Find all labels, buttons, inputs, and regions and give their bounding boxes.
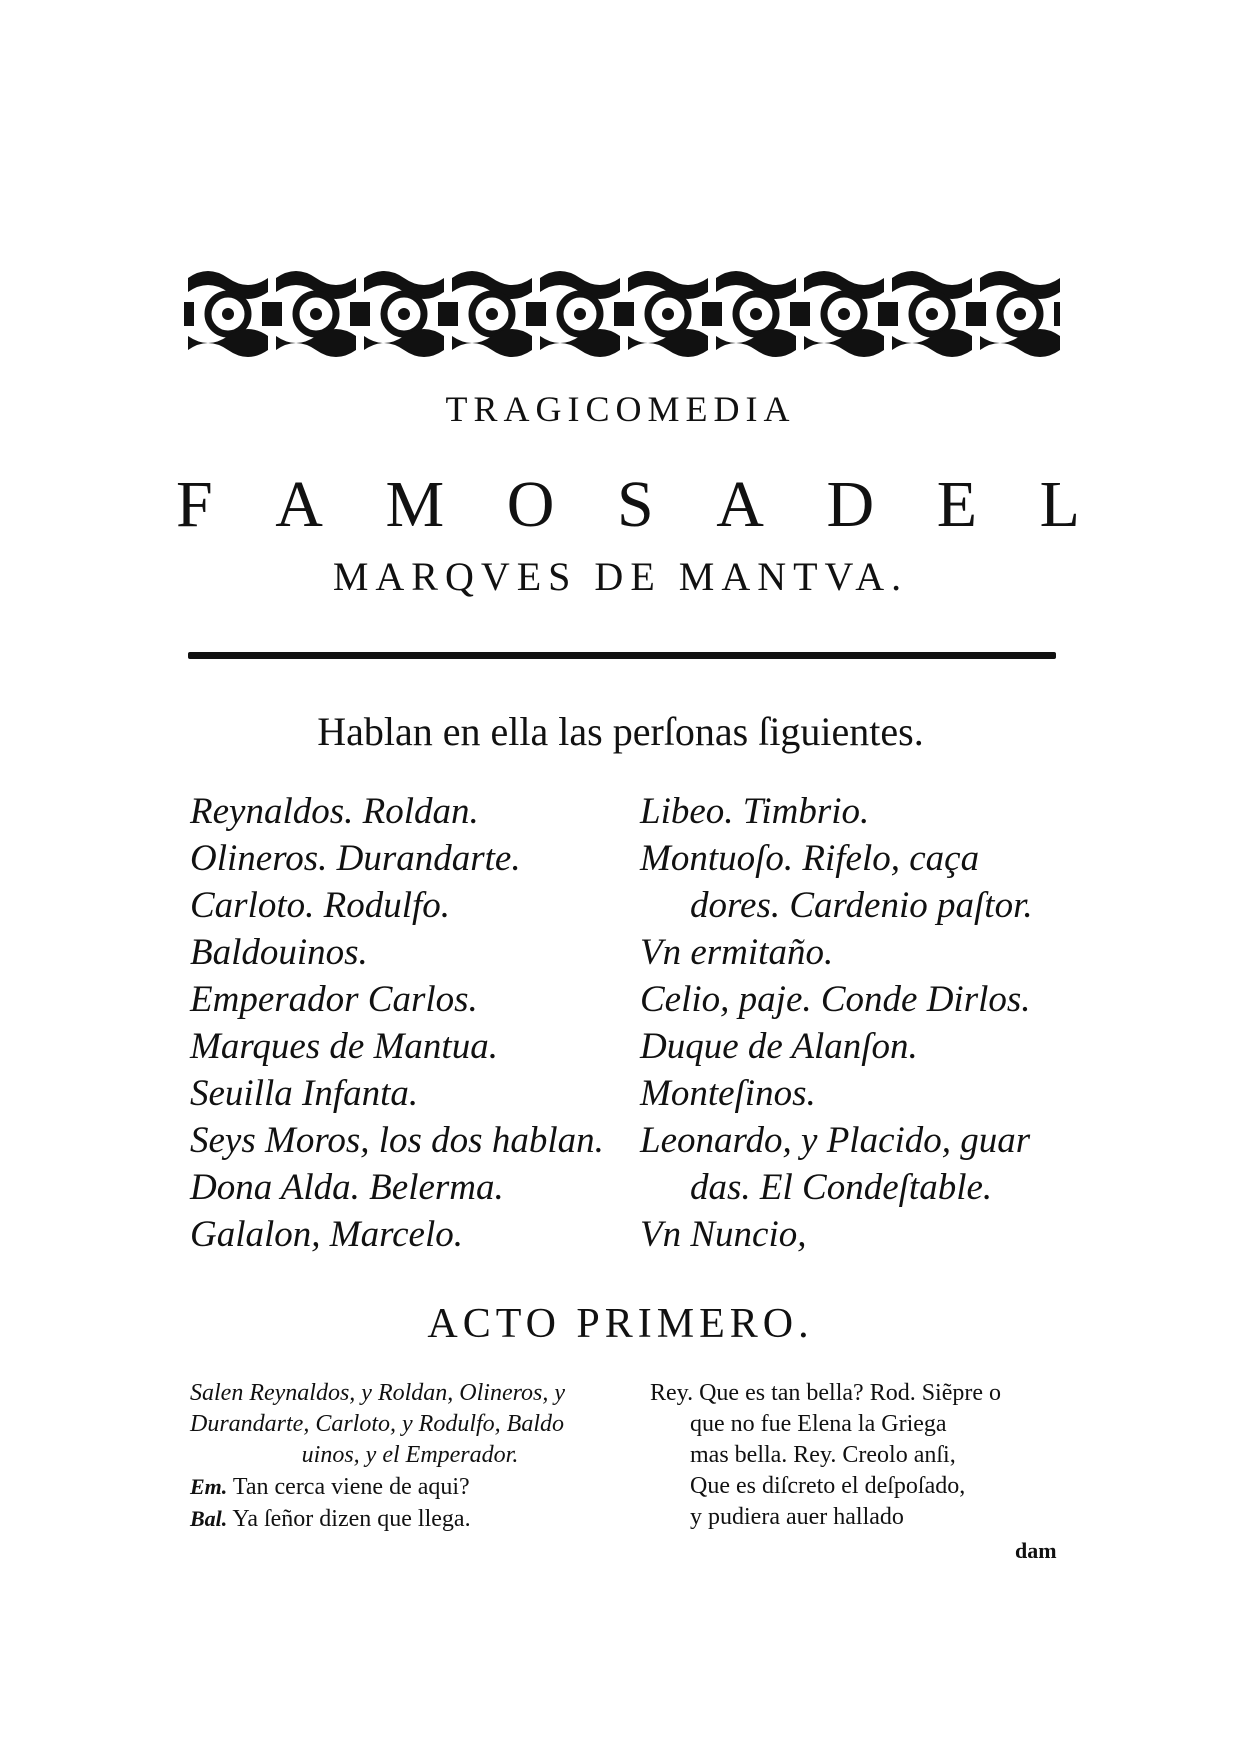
verse-line: que no fue Elena la Griega xyxy=(690,1411,947,1437)
person-entry: Celio, paje. Conde Dirlos. xyxy=(640,979,1031,1020)
person-entry: Seuilla Infanta. xyxy=(190,1073,419,1114)
dramatis-personae-heading: Hablan en ella las perſonas ſiguientes. xyxy=(317,709,924,754)
person-entry: Vn ermitaño. xyxy=(640,932,834,973)
title-letter: D xyxy=(826,468,875,541)
catchword: dam xyxy=(1015,1538,1057,1563)
dialogue-text: Ya ſeñor dizen que llega. xyxy=(232,1506,471,1532)
play-text-right-column xyxy=(650,1378,1090,1533)
dialogue-text: Tan cerca viene de aqui? xyxy=(232,1474,470,1500)
title-letter: F xyxy=(176,468,213,541)
title-letter: S xyxy=(617,468,654,541)
person-entry: Dona Alda. Belerma. xyxy=(190,1167,504,1208)
person-entry: Leonardo, y Placido, guar xyxy=(640,1120,1031,1161)
persons-list-left xyxy=(190,788,630,1258)
horizontal-rule xyxy=(188,652,1056,659)
person-entry: Emperador Carlos. xyxy=(190,979,478,1020)
person-entry: Libeo. Timbrio. xyxy=(640,791,870,832)
person-entry: Marques de Mantua. xyxy=(190,1026,498,1067)
play-text-left-column xyxy=(190,1378,630,1535)
person-entry: Galalon, Marcelo. xyxy=(190,1214,464,1255)
title-letter: L xyxy=(1039,468,1080,541)
ornament-band xyxy=(180,258,1060,370)
person-entry: dores. Cardenio paſtor. xyxy=(690,885,1033,926)
person-entry: Vn Nuncio, xyxy=(640,1214,807,1255)
person-entry: Seys Moros, los dos hablan. xyxy=(190,1120,604,1161)
verse-line: Rey. Que es tan bella? Rod. Siẽpre o xyxy=(650,1380,1002,1406)
title-letter: A xyxy=(716,468,764,541)
stage-direction: Salen Reynaldos, y Roldan, Olineros, y xyxy=(190,1380,566,1406)
person-entry: Duque de Alanſon. xyxy=(640,1026,918,1067)
verse-line: Que es diſcreto el deſpoſado, xyxy=(690,1473,966,1499)
title-letter: M xyxy=(385,468,445,541)
title-letter: O xyxy=(506,468,555,541)
person-entry: Montuoſo. Rifelo, caça xyxy=(640,838,980,879)
persons-list-right xyxy=(640,788,1080,1258)
title-marques-de-mantua: MARQVES DE MANTVA. xyxy=(332,554,909,599)
verse-line: mas bella. Rey. Creolo anſi, xyxy=(690,1442,956,1468)
title-letter: A xyxy=(275,468,323,541)
title-tragicomedia: TRAGICOMEDIA xyxy=(445,389,796,429)
title-famosa-del xyxy=(176,468,1080,541)
title-letter: E xyxy=(936,468,978,541)
dialogue-line xyxy=(190,1471,630,1503)
stage-direction: Durandarte, Carloto, y Rodulfo, Baldo xyxy=(190,1411,564,1437)
dialogue-line xyxy=(190,1503,630,1535)
person-entry: Olineros. Durandarte. xyxy=(190,838,521,879)
person-entry: Baldouinos. xyxy=(190,932,368,973)
decorative-ornament-icon xyxy=(180,258,1060,370)
verse-line: y pudiera auer hallado xyxy=(690,1504,904,1530)
speaker-label: Bal. xyxy=(190,1506,228,1531)
speaker-label: Em. xyxy=(190,1474,228,1499)
stage-direction: uinos, y el Emperador. xyxy=(301,1442,519,1468)
person-entry: Monteſinos. xyxy=(640,1073,816,1114)
person-entry: das. El Condeſtable. xyxy=(690,1167,993,1208)
person-entry: Reynaldos. Roldan. xyxy=(190,791,479,832)
person-entry: Carloto. Rodulfo. xyxy=(190,885,451,926)
act-heading: ACTO PRIMERO. xyxy=(427,1301,814,1347)
